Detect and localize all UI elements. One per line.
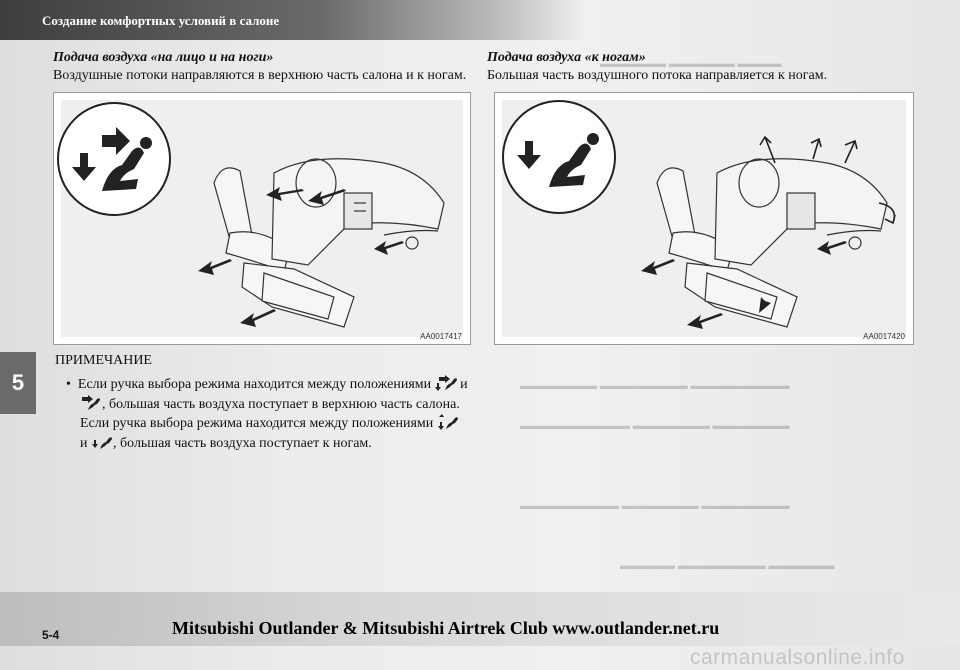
right-figure-drawing <box>495 93 915 346</box>
right-section-title: Подача воздуха «к ногам» <box>487 50 646 65</box>
header-title: Создание комфортных условий в салоне <box>42 13 280 28</box>
feet-mode-icon <box>437 414 459 430</box>
watermark: carmanualsonline.info <box>690 646 905 669</box>
left-figure-drawing <box>54 93 472 346</box>
right-section-text: Большая часть воздушного потока направляется к ногам. <box>487 68 828 83</box>
note-text-1: Если ручка выбора режима находится между положениями <box>77 377 432 392</box>
note-text-4: , большая часть воздуха поступает к ногам. <box>113 436 372 451</box>
face-mode-icon <box>80 395 102 411</box>
bleed-through-text: ▬▬▬▬▬▬ ▬▬▬▬▬▬▬▬ ▬▬▬▬▬ <box>620 560 835 572</box>
note-line-2 <box>80 395 460 413</box>
left-section-title: Подача воздуха «на лицо и на ноги» <box>53 50 274 65</box>
note-line-3 <box>80 414 459 432</box>
face-and-feet-mode-icon <box>435 375 457 391</box>
page-number: 5-4 <box>42 628 60 642</box>
right-figure <box>494 92 914 345</box>
bleed-through-text: ▬▬▬▬▬▬▬▬▬ ▬▬▬▬▬▬▬▬ ▬▬▬▬▬▬▬ <box>520 380 790 392</box>
left-figure <box>53 92 471 345</box>
note-heading: ПРИМЕЧАНИЕ <box>55 353 152 368</box>
note-line-4 <box>80 434 372 452</box>
dashboard-illustration <box>715 159 887 265</box>
header-band <box>0 0 585 40</box>
bleed-through-text: ▬▬▬▬▬▬▬ ▬▬▬▬▬▬▬ ▬▬▬▬▬▬▬▬▬▬ <box>520 420 790 432</box>
right-figure-code: AA0017420 <box>863 332 905 341</box>
dashboard-illustration <box>272 159 444 265</box>
note-text-3: Если ручка выбора режима находится между положениями <box>80 416 434 431</box>
footer-club-text: Mitsubishi Outlander & Mitsubishi Airtrek Club www.outlander.net.ru <box>172 618 720 638</box>
bleed-through-text: ▬▬▬▬ ▬▬▬▬▬▬ ▬▬▬▬▬▬ <box>600 58 782 70</box>
note-bullet: • <box>66 377 71 392</box>
chapter-tab: 5 <box>0 352 36 414</box>
feet-mode-icon <box>91 434 113 450</box>
note-and-1: и <box>460 377 468 392</box>
bleed-through-text: ▬▬▬▬▬▬▬▬ ▬▬▬▬▬▬▬ ▬▬▬▬▬▬▬▬▬ <box>520 500 790 512</box>
note-and-2: и <box>80 436 88 451</box>
left-figure-code: AA0017417 <box>420 332 462 341</box>
note-text-2: , большая часть воздуха поступает в верхнюю часть салона. <box>102 397 460 412</box>
left-section-text: Воздушные потоки направляются в верхнюю часть салона и к ногам. <box>53 68 467 83</box>
note-line-1 <box>66 375 468 393</box>
